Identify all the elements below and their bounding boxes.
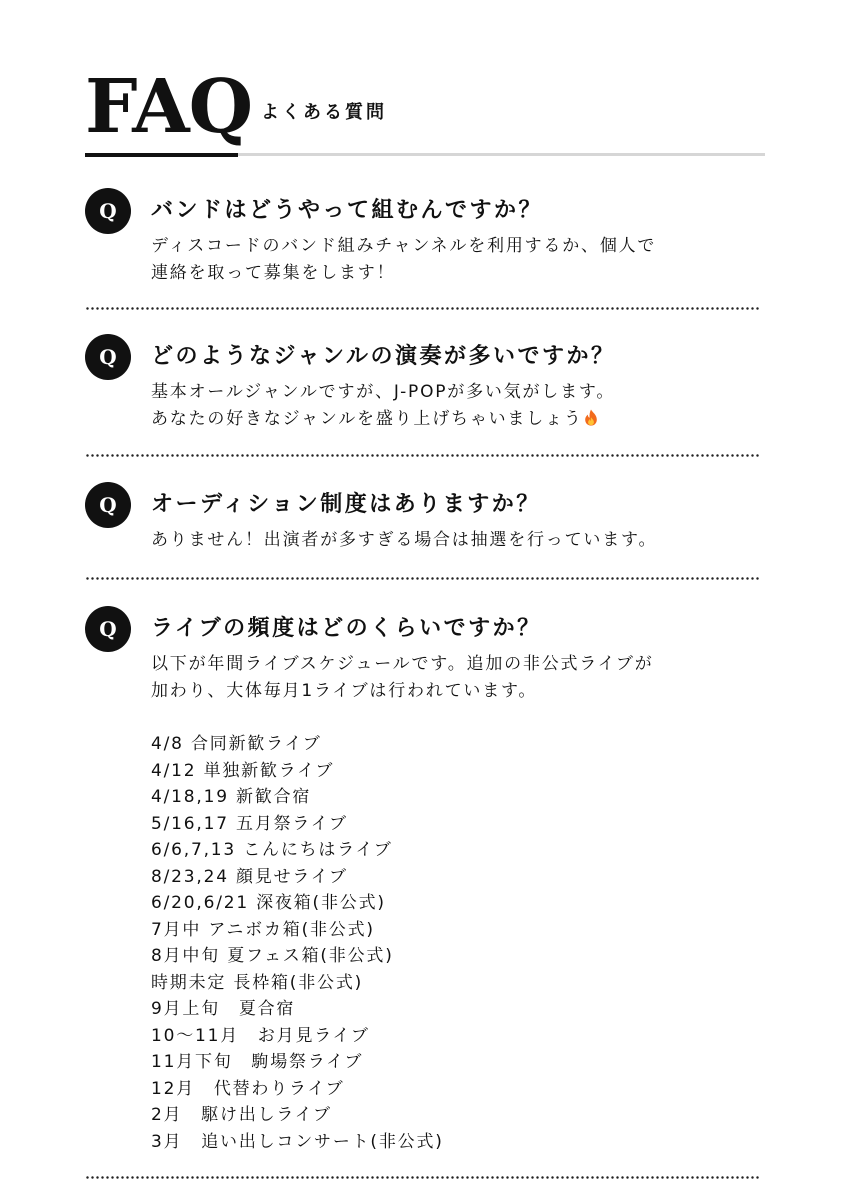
q-badge-icon: Q	[85, 334, 131, 380]
answer-line: 基本オールジャンルですが、J-POPが多い気がします。	[151, 382, 616, 402]
faq-question: オーディション制度はありますか？	[151, 492, 541, 517]
schedule-item: 5/16,17 五月祭ライブ	[151, 813, 348, 834]
q-badge-icon: Q	[85, 606, 131, 652]
page-subtitle: よくある質問	[261, 102, 387, 123]
dotted-divider	[85, 454, 761, 457]
schedule-item: 10〜11月 お月見ライブ	[151, 1025, 370, 1046]
faq-question: バンドはどうやって組むんですか？	[151, 198, 544, 223]
answer-line: 以下が年間ライブスケジュールです。追加の非公式ライブが	[151, 654, 654, 674]
answer-line: ありません！出演者が多すぎる場合は抽選を行っています。	[151, 530, 658, 550]
faq-question: ライブの頻度はどのくらいですか？	[151, 616, 542, 641]
answer-line: 連絡を取って募集をします！	[151, 263, 396, 283]
schedule-item: 4/12 単独新歓ライブ	[151, 760, 335, 781]
schedule-item: 時期未定 長枠箱(非公式)	[151, 972, 364, 993]
answer-line: ディスコードのバンド組みチャンネルを利用するか、個人で	[151, 236, 657, 256]
answer-line-text: あなたの好きなジャンルを盛り上げちゃいましょう	[151, 409, 583, 429]
schedule-item: 2月 駆け出しライブ	[151, 1105, 332, 1125]
page-title: FAQ	[85, 64, 253, 150]
answer-line: 加わり、大体毎月1ライブは行われています。	[151, 681, 538, 701]
schedule-item: 4/18,19 新歓合宿	[151, 787, 312, 807]
schedule-item: 6/20,6/21 深夜箱(非公式)	[151, 893, 386, 913]
q-badge-icon: Q	[85, 482, 131, 528]
schedule-item: 8月中旬 夏フェス箱(非公式)	[151, 946, 394, 966]
header-rule-accent	[85, 153, 238, 157]
answer-line-with-icon	[151, 406, 761, 433]
schedule-item: 9月上旬 夏合宿	[151, 999, 296, 1019]
live-schedule-list	[151, 731, 444, 1155]
dotted-divider	[85, 307, 761, 310]
dotted-divider	[85, 577, 761, 580]
faq-answer	[151, 379, 761, 433]
fire-icon	[584, 409, 598, 426]
schedule-item: 6/6,7,13 こんにちはライブ	[151, 840, 393, 860]
q-badge-icon: Q	[85, 188, 131, 234]
faq-question: どのようなジャンルの演奏が多いですか？	[151, 344, 616, 369]
schedule-item: 11月下旬 駒場祭ライブ	[151, 1052, 364, 1072]
faq-header	[85, 62, 765, 162]
schedule-item: 12月 代替わりライブ	[151, 1078, 345, 1099]
schedule-item: 4/8 合同新歓ライブ	[151, 734, 322, 754]
faq-answer	[151, 527, 761, 554]
faq-answer	[151, 651, 761, 705]
schedule-item: 7月中 アニボカ箱(非公式)	[151, 919, 375, 940]
faq-answer	[151, 233, 761, 287]
schedule-item: 3月 追い出しコンサート(非公式)	[151, 1131, 444, 1152]
dotted-divider	[85, 1176, 761, 1179]
schedule-item: 8/23,24 顔見せライブ	[151, 866, 348, 887]
